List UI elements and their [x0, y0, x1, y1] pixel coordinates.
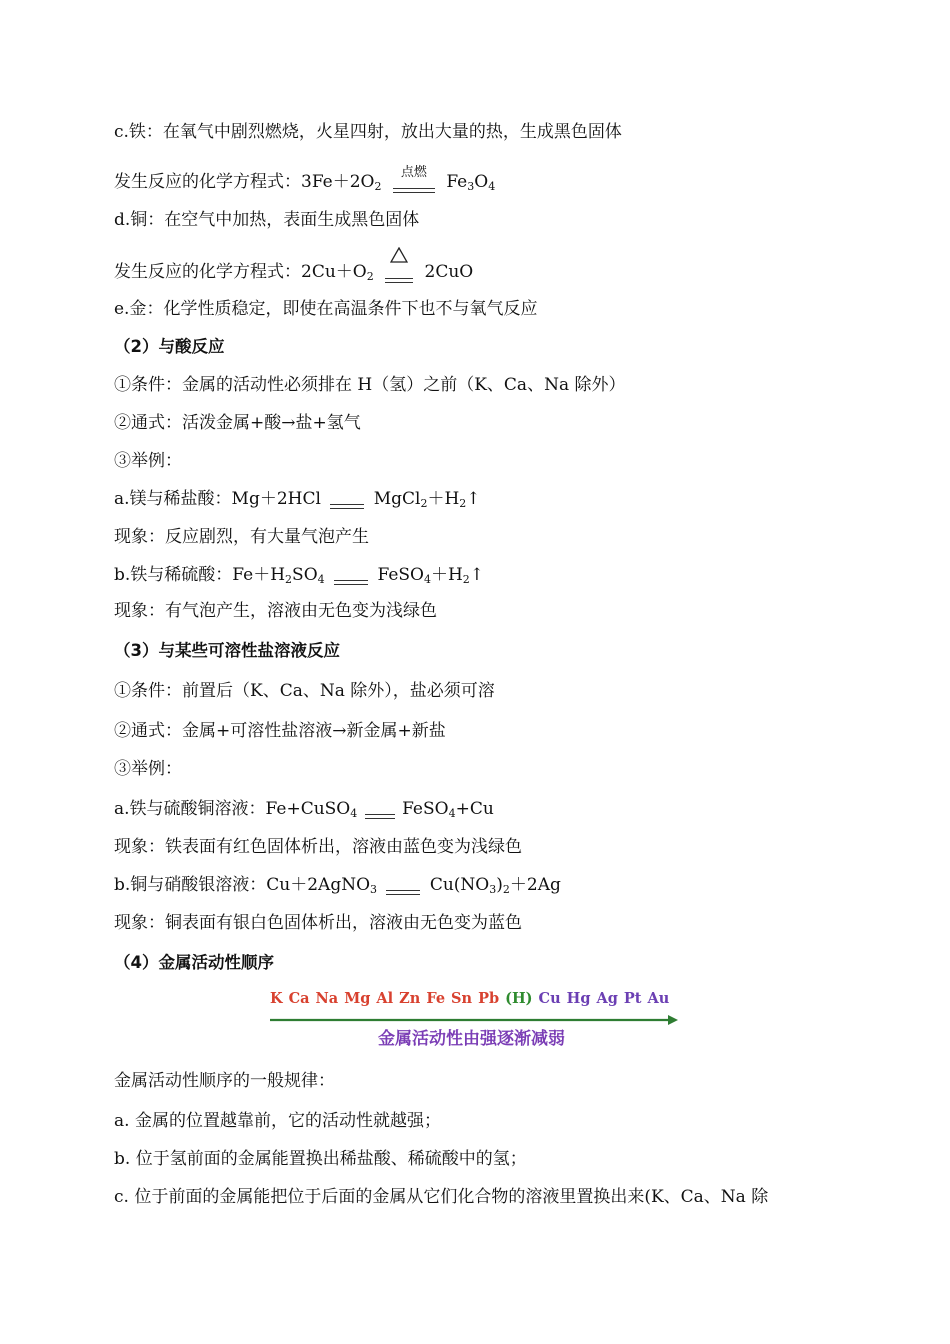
- section-heading: （3）与某些可溶性盐溶液反应: [114, 641, 340, 660]
- equals-sign: [363, 802, 397, 826]
- metal-symbol: K: [270, 990, 283, 1007]
- text-line: ①条件：金属的活动性必须排在 H（氢）之前（K、Ca、Na 除外）: [114, 375, 626, 395]
- eq-left: 发生反应的化学方程式：3Fe＋2O: [114, 172, 375, 192]
- subscript: 2: [374, 180, 382, 193]
- reaction-condition: [391, 165, 437, 199]
- section-heading: （4）金属活动性顺序: [114, 953, 274, 972]
- equation-cu-agno3: b.铜与硝酸银溶液：Cu＋2AgNO$_3$ $Cu(NO_3)_2+2Ag$: [114, 873, 561, 902]
- eq-right-part: ＋2Ag: [509, 875, 561, 895]
- eq-right: 2CuO: [424, 262, 474, 282]
- eq-right: FeSO: [402, 799, 449, 819]
- text-line: 金属活动性顺序的一般规律：: [114, 1071, 335, 1091]
- heating-triangle-icon: [390, 247, 408, 263]
- eq-left: a.镁与稀盐酸：Mg＋2HCl: [114, 489, 321, 509]
- metal-symbol: Cu: [538, 990, 561, 1007]
- text-line: b. 位于氢前面的金属能置换出稀盐酸、稀硫酸中的氢；: [114, 1149, 527, 1169]
- text-line: e.金：化学性质稳定，即使在高温条件下也不与氧气反应: [114, 299, 538, 319]
- text-line: 现象：铜表面有银白色固体析出，溶液由无色变为蓝色: [114, 913, 522, 933]
- reaction-condition: [383, 265, 415, 289]
- metal-activity-series: [270, 990, 680, 1049]
- eq-right: Fe: [446, 172, 468, 192]
- text-line: 现象：铁表面有红色固体析出，溶液由蓝色变为浅绿色: [114, 837, 522, 857]
- eq-left: b.铁与稀硫酸：Fe＋H: [114, 565, 286, 585]
- text-line: c. 位于前面的金属能把位于后面的金属从它们化合物的溶液里置换出来(K、Ca、Na 除: [114, 1187, 769, 1207]
- eq-right: FeSO: [377, 565, 424, 585]
- text-line: 现象：反应剧烈，有大量气泡产生: [114, 527, 369, 547]
- text-line: ③举例：: [114, 759, 182, 779]
- text-line: d.铜：在空气中加热，表面生成黑色固体: [114, 210, 420, 230]
- eq-right: Cu(NO: [429, 875, 490, 895]
- metal-symbol: Fe: [426, 990, 446, 1007]
- equation-fe-cuso4: a.铁与硫酸铜溶液：Fe+CuSO$_4$ FeSO$_4$+Cu: [114, 797, 494, 826]
- text-line: ③举例：: [114, 451, 182, 471]
- eq-right: MgCl: [373, 489, 421, 509]
- text-line: ②通式：活泼金属+酸→盐+氢气: [114, 413, 361, 433]
- text-line: a. 金属的位置越靠前，它的活动性就越强；: [114, 1111, 441, 1131]
- metal-symbol: Al: [376, 990, 394, 1007]
- equals-sign: [393, 188, 435, 193]
- equation-fe-h2so4: b.铁与稀硫酸：$Fe+H_2SO_4$ $FeSO_4+H_2↑$: [114, 563, 484, 592]
- eq-left: a.铁与硫酸铜溶液：Fe+CuSO: [114, 799, 351, 819]
- metal-symbol: Sn: [451, 990, 473, 1007]
- metal-symbol: Na: [315, 990, 339, 1007]
- text-line: 现象：有气泡产生，溶液由无色变为浅绿色: [114, 601, 437, 621]
- metal-symbol: Zn: [399, 990, 421, 1007]
- text-line: c.铁：在氧气中剧烈燃烧，火星四射，放出大量的热，生成黑色固体: [114, 122, 622, 142]
- equals-sign: [384, 878, 422, 902]
- eq-left: 发生反应的化学方程式：2Cu＋O: [114, 262, 367, 282]
- equals-sign: [385, 278, 413, 283]
- metal-symbol: Pt: [623, 990, 642, 1007]
- eq-right-part: +Cu: [455, 799, 494, 819]
- section-heading: （2）与酸反应: [114, 337, 225, 356]
- equals-sign: [328, 492, 366, 516]
- metal-symbol: Mg: [344, 990, 371, 1007]
- equals-sign: [332, 568, 370, 592]
- metal-symbol: Ca: [288, 990, 310, 1007]
- series-caption: 金属活动性由强逐渐减弱: [378, 1029, 565, 1049]
- metal-symbol: Au: [647, 990, 670, 1007]
- condition-label: 点燃: [400, 165, 427, 180]
- equation-mg-hcl: a.镁与稀盐酸：Mg＋2HCl $MgCl_2+H_2↑$: [114, 487, 481, 516]
- hydrogen-symbol: (H): [505, 990, 533, 1007]
- metal-symbol: Ag: [596, 990, 618, 1007]
- metal-symbol: Hg: [566, 990, 591, 1007]
- eq-left-part: SO: [292, 565, 318, 585]
- eq-left: b.铜与硝酸银溶液：Cu＋2AgNO: [114, 875, 371, 895]
- metal-symbol: Pb: [478, 990, 500, 1007]
- text-line: ①条件：前置后（K、Ca、Na 除外），盐必须可溶: [114, 681, 495, 701]
- equation-fe-o2: 发生反应的化学方程式：$3Fe+2O_2$ 点燃 $Fe_3O_4$: [114, 170, 495, 199]
- equation-cu-o2: 发生反应的化学方程式：$2Cu+O_2$ 2CuO: [114, 260, 473, 289]
- text-line: ②通式：金属+可溶性盐溶液→新金属+新盐: [114, 721, 446, 741]
- metal-list: [270, 990, 680, 1007]
